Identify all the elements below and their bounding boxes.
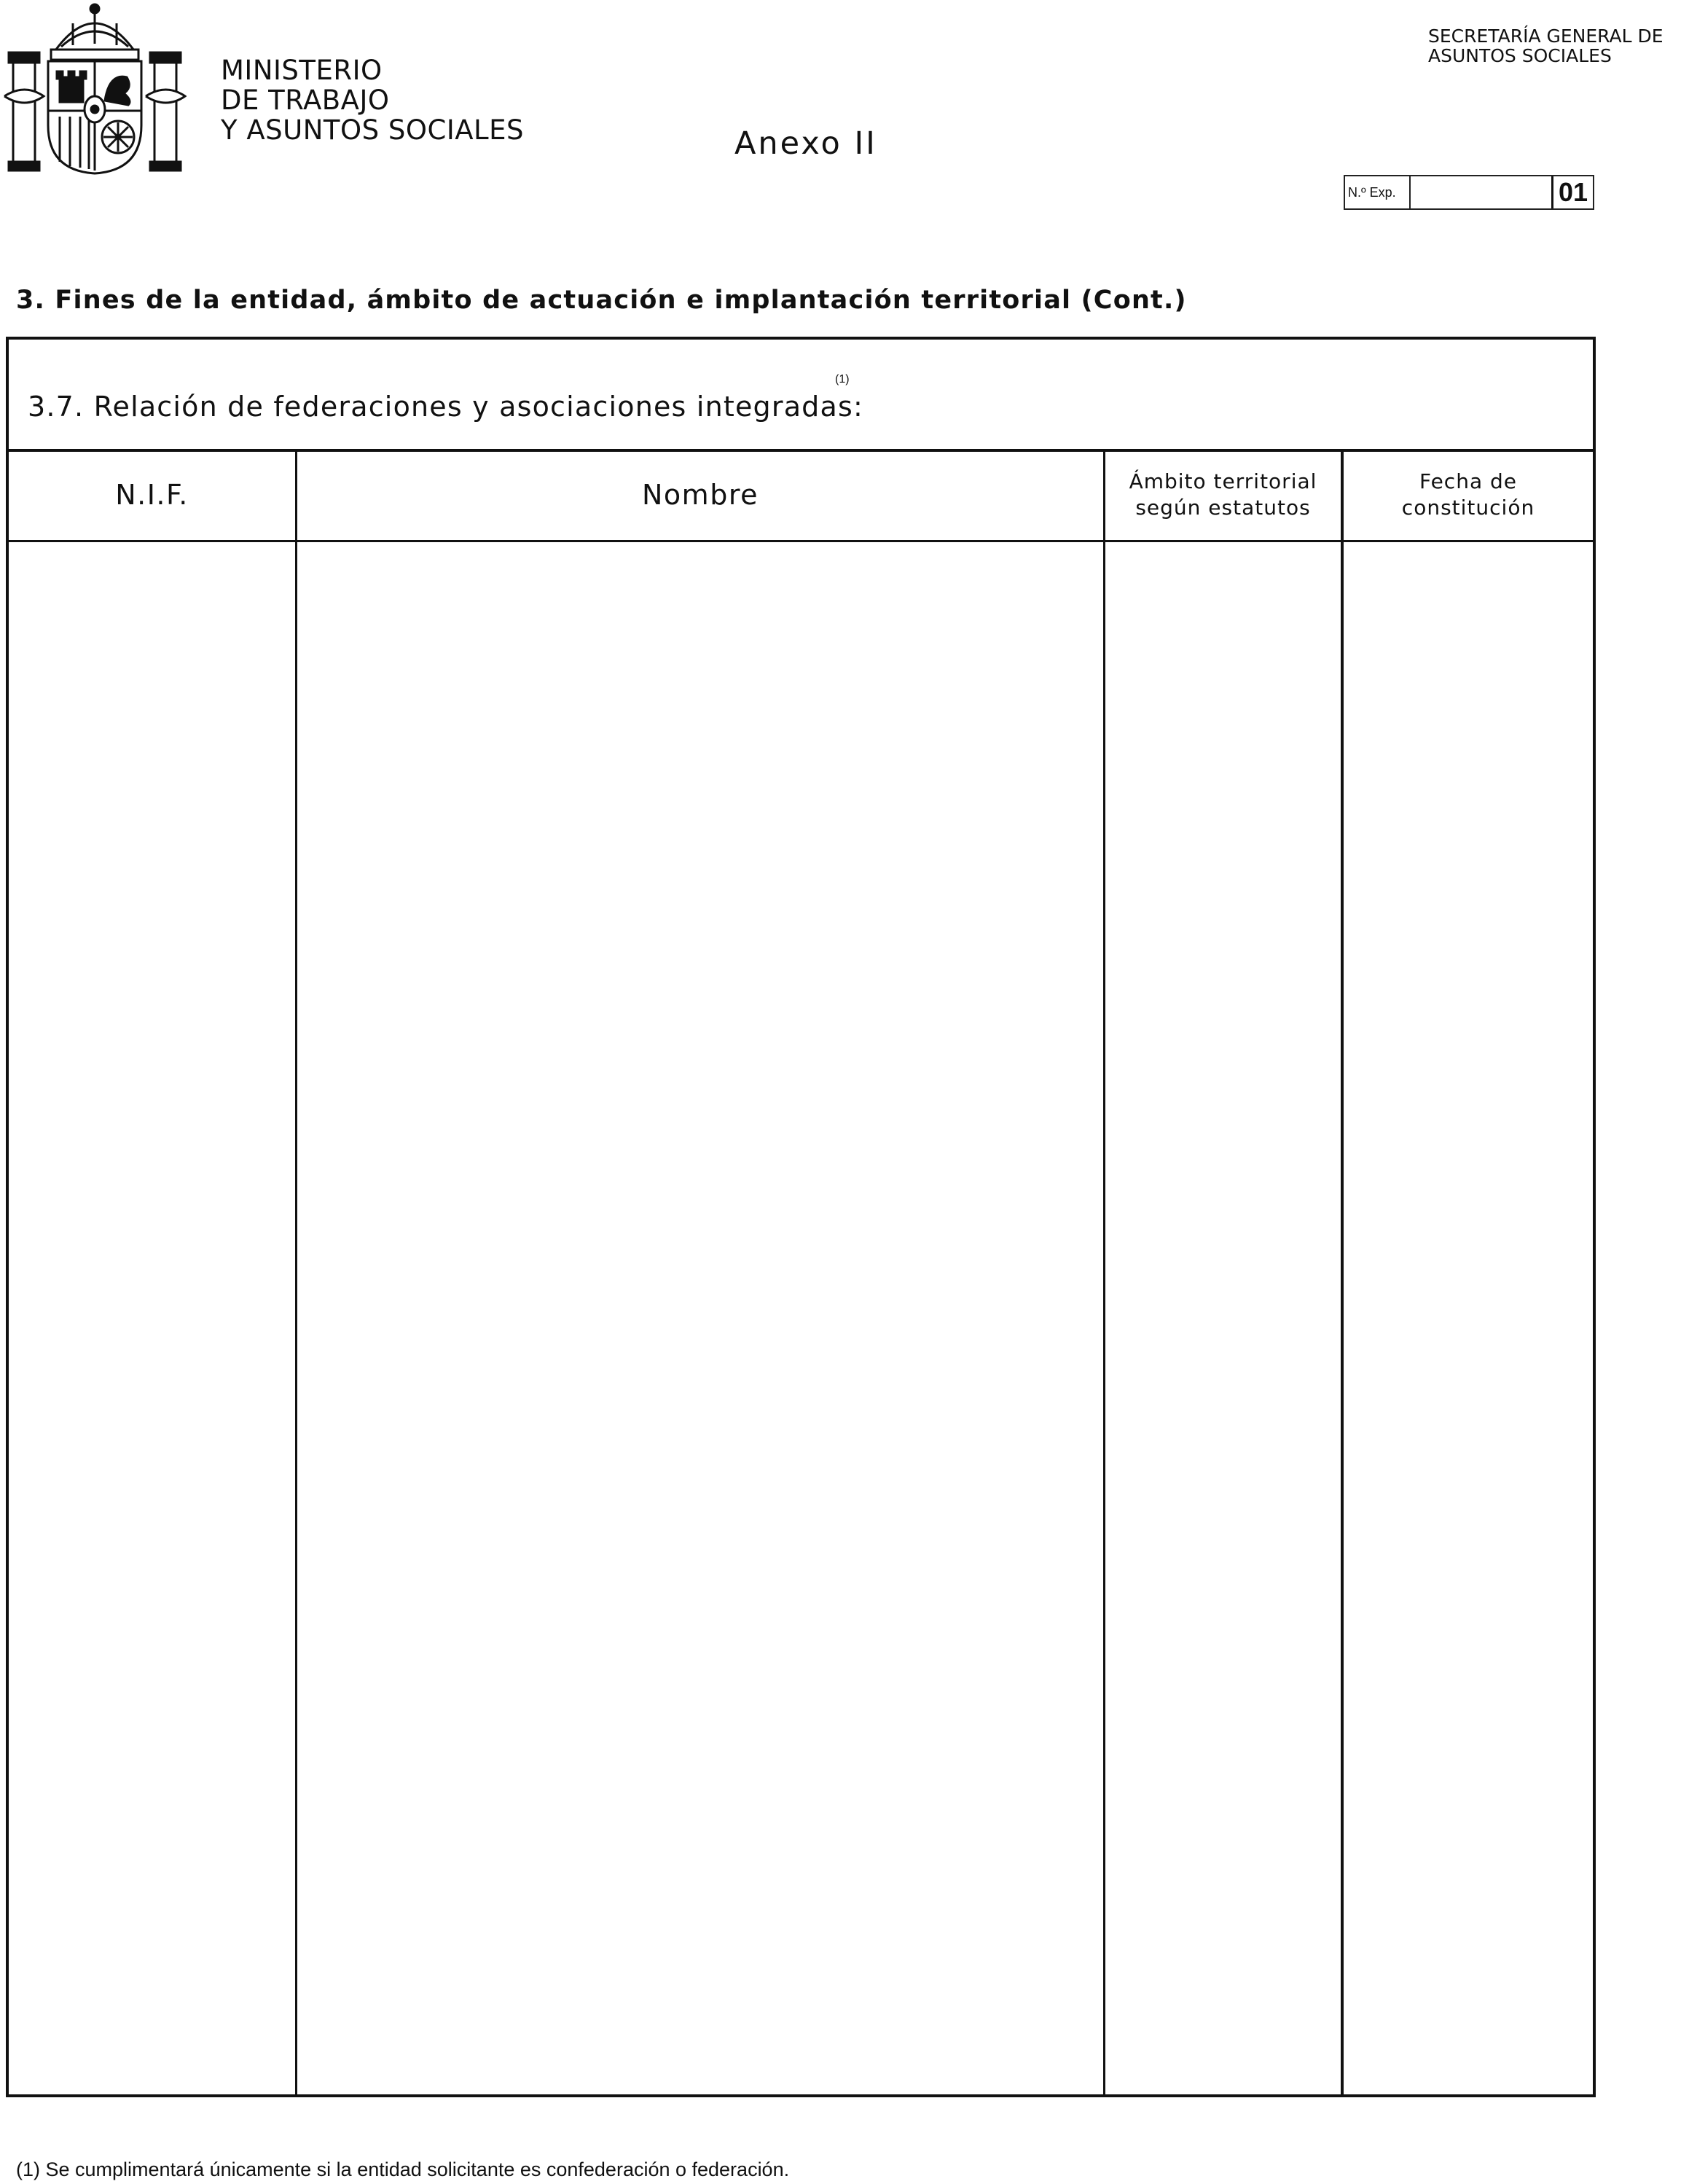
column-fecha-entry-area[interactable] — [1344, 542, 1593, 2094]
column-header-nif — [9, 449, 295, 542]
spain-coat-of-arms-icon — [3, 1, 187, 175]
ministry-line-2: DE TRABAJO — [221, 85, 390, 116]
ministry-line-3: Y ASUNTOS SOCIALES — [221, 114, 525, 146]
footnote-marker: (1) — [835, 373, 850, 385]
federations-form — [6, 337, 1596, 2097]
exp-label: N.º Exp. — [1345, 176, 1411, 208]
subsection-header — [9, 340, 1593, 452]
ministry-line-1: MINISTERIO — [221, 55, 383, 86]
column-header-ambito-line-1: Ámbito territorial — [1129, 469, 1317, 493]
exp-number-field[interactable] — [1411, 176, 1553, 208]
column-header-fecha-line-1: Fecha de — [1419, 469, 1517, 493]
exp-page-code: 01 — [1558, 177, 1588, 207]
exp-number-box — [1344, 175, 1594, 210]
secretaria-line-2: ASUNTOS SOCIALES — [1428, 45, 1612, 66]
subsection-title: 3.7. Relación de federaciones y asociaciones integradas: — [28, 391, 863, 423]
column-ambito-entry-area[interactable] — [1105, 542, 1341, 2094]
column-header-fecha — [1344, 449, 1593, 542]
ministry-name — [221, 55, 524, 145]
column-ambito — [1105, 449, 1344, 2094]
secretaria-line-1: SECRETARÍA GENERAL DE — [1428, 26, 1663, 47]
column-header-fecha-line-2: constitución — [1401, 495, 1535, 520]
column-nombre — [297, 449, 1105, 2094]
column-nif-entry-area[interactable] — [9, 542, 295, 2094]
column-fecha — [1344, 449, 1593, 2094]
secretaria-name — [1428, 26, 1663, 66]
column-header-nombre — [297, 449, 1103, 542]
column-header-nif-label: N.I.F. — [115, 478, 189, 511]
column-nombre-entry-area[interactable] — [297, 542, 1103, 2094]
footnote-text: (1) Se cumplimentará únicamente si la entidad solicitante es confederación o federación. — [16, 2158, 790, 2180]
column-header-ambito — [1105, 449, 1341, 542]
column-header-ambito-line-2: según estatutos — [1135, 495, 1311, 520]
column-header-nombre-label: Nombre — [642, 478, 759, 511]
section-title: 3. Fines de la entidad, ámbito de actuación e implantación territorial (Cont.) — [16, 286, 1187, 315]
column-nif — [9, 449, 297, 2094]
annex-title: Anexo II — [734, 125, 877, 162]
